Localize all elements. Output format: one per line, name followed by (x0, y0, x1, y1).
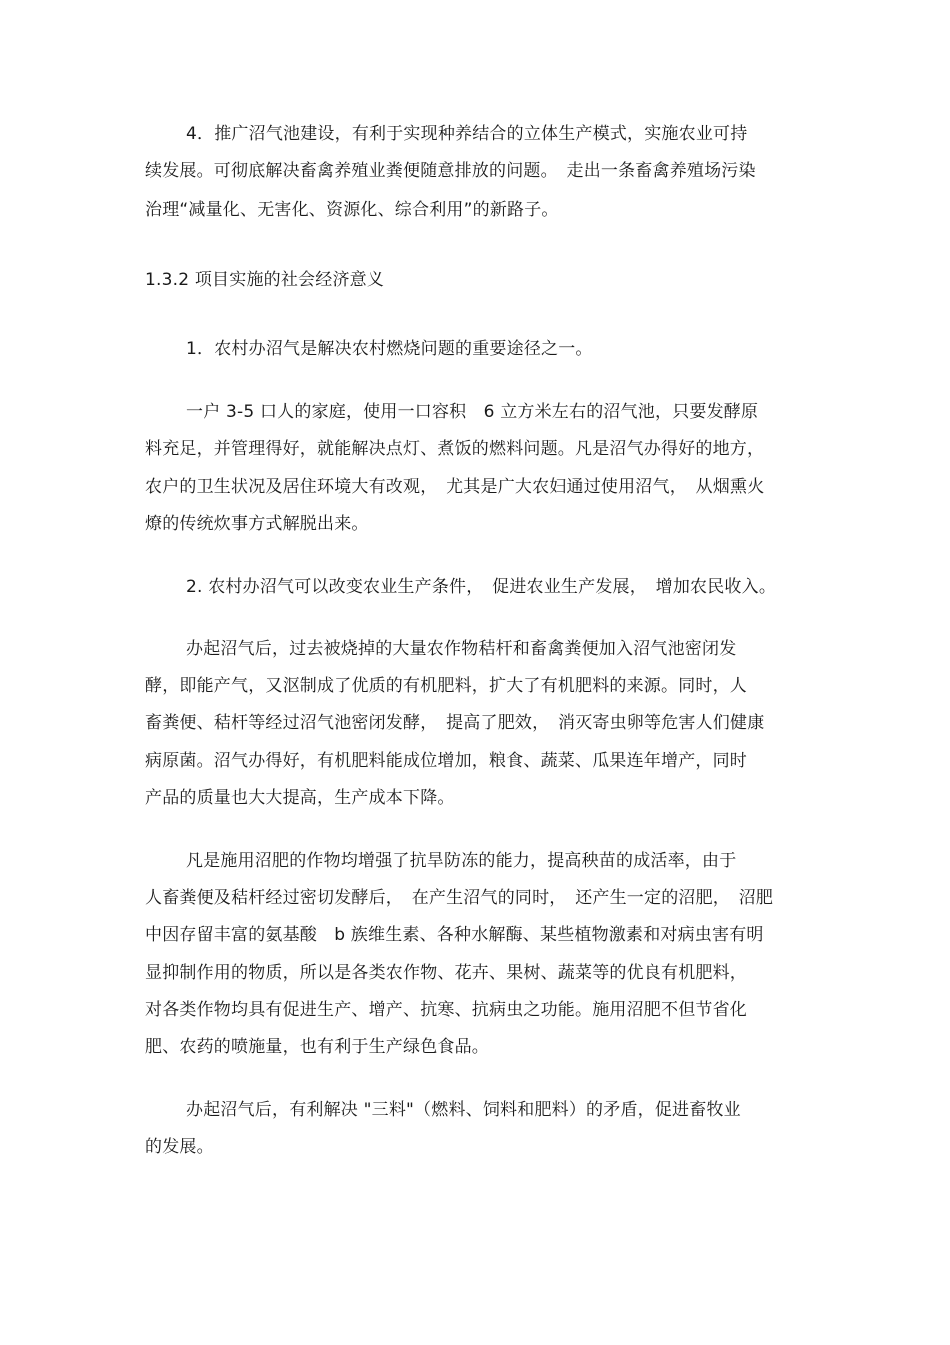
paragraph-4-line-1: 2. 农村办沼气可以改变农业生产条件， 促进农业生产发展， 增加农民收入。 (186, 577, 777, 597)
paragraph-5-line-4: 病原菌。沼气办得好，有机肥料能成位增加，粮食、蔬菜、瓜果连年增产，同时 (145, 751, 747, 771)
paragraph-6-line-4: 显抑制作用的物质，所以是各类农作物、花卉、果树、蔬菜等的优良有机肥料， (145, 963, 747, 983)
paragraph-3-line-1: 一户 3-5 口人的家庭，使用一口容积 6 立方米左右的沼气池，只要发酵原 (186, 402, 759, 422)
paragraph-6-line-3: 中因存留丰富的氨基酸 b 族维生素、各种水解酶、某些植物激素和对病虫害有明 (145, 925, 764, 945)
section-heading: 1.3.2 项目实施的社会经济意义 (145, 270, 385, 290)
paragraph-7-line-1: 办起沼气后，有利解决 "三料"（燃料、饲料和肥料）的矛盾，促进畜牧业 (186, 1100, 741, 1120)
paragraph-3-line-3: 农户的卫生状况及居住环境大有改观， 尤其是广大农妇通过使用沼气， 从烟熏火 (145, 477, 765, 497)
paragraph-5-line-1: 办起沼气后，过去被烧掉的大量农作物秸杆和畜禽粪便加入沼气池密闭发 (186, 639, 737, 659)
paragraph-5-line-2: 酵，即能产气，又沤制成了优质的有机肥料，扩大了有机肥料的来源。同时，人 (145, 676, 747, 696)
paragraph-1-line-2: 续发展。可彻底解决畜禽养殖业粪便随意排放的问题。 走出一条畜禽养殖场污染 (145, 161, 756, 181)
paragraph-6-line-1: 凡是施用沼肥的作物均增强了抗旱防冻的能力，提高秧苗的成活率，由于 (186, 851, 737, 871)
paragraph-5-line-3: 畜粪便、秸杆等经过沼气池密闭发酵， 提高了肥效， 消灭寄虫卵等危害人们健康 (145, 713, 765, 733)
paragraph-1-line-1: 4．推广沼气池建设，有利于实现种养结合的立体生产模式，实施农业可持 (186, 124, 748, 144)
paragraph-7-line-2: 的发展。 (145, 1137, 214, 1157)
paragraph-6-line-6: 肥、农药的喷施量，也有利于生产绿色食品。 (145, 1037, 489, 1057)
paragraph-3-line-4: 燎的传统炊事方式解脱出来。 (145, 514, 369, 534)
paragraph-3-line-2: 料充足，并管理得好，就能解决点灯、煮饭的燃料问题。凡是沼气办得好的地方， (145, 439, 765, 459)
paragraph-1-line-3: 治理“减量化、无害化、资源化、综合利用”的新路子。 (145, 200, 559, 220)
paragraph-5-line-5: 产品的质量也大大提高，生产成本下降。 (145, 788, 455, 808)
paragraph-2-line-1: 1．农村办沼气是解决农村燃烧问题的重要途径之一。 (186, 339, 593, 359)
paragraph-6-line-2: 人畜粪便及秸杆经过密切发酵后， 在产生沼气的同时， 还产生一定的沼肥， 沼肥 (145, 888, 774, 908)
paragraph-6-line-5: 对各类作物均具有促进生产、增产、抗寒、抗病虫之功能。施用沼肥不但节省化 (145, 1000, 747, 1020)
